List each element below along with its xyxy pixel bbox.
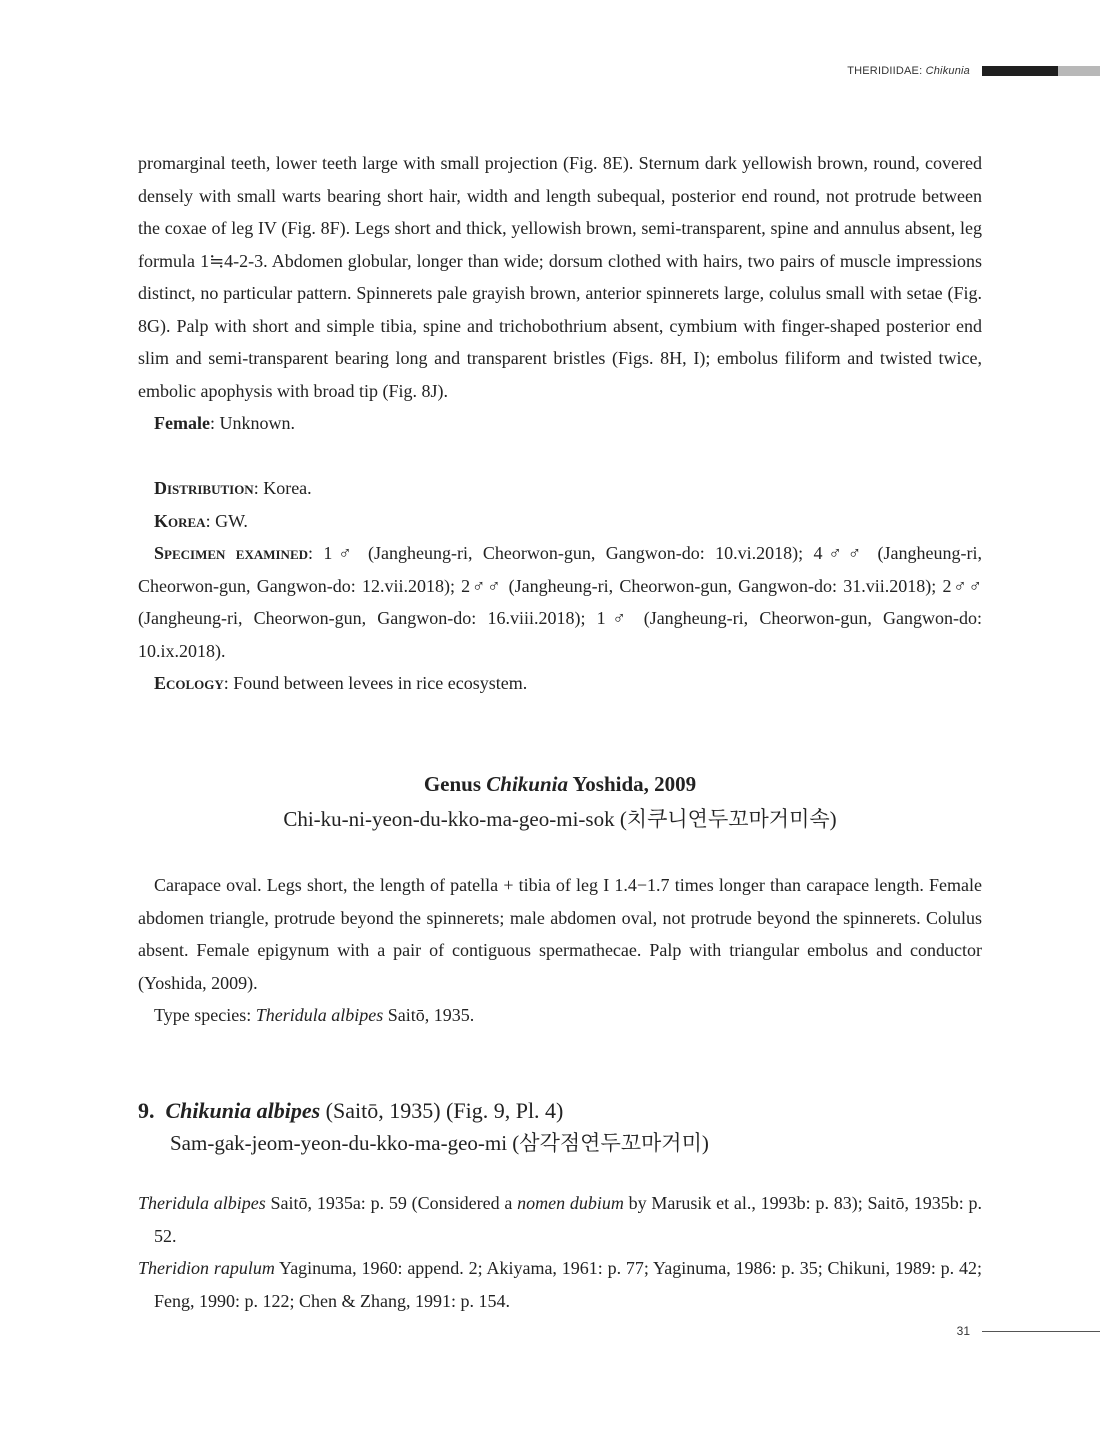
specimen-text: : 1♂ (Jangheung-ri, Cheorwon-gun, Gangwon-do: 10.vi.2018); 4♂♂ (Jangheung-ri, Cheorwon-gun, Gangwon-do: 12.vii.2018); 2♂♂ (Jangheung-ri, Cheorwon-gun, Gangwon-do: 31.vii.2018); 2♂♂ (Jangheung-ri, Cheorwon-gun, Gangwon-do: 16.viii.2018); 1♂ (Jangheung-ri, Cheorwon-gun, Gangwon-do: 10.ix.2018). [138, 543, 982, 661]
running-head-bar-gray [1058, 66, 1100, 76]
genus-diagnosis-section [138, 869, 982, 1032]
running-head-genus: Chikunia [925, 65, 970, 77]
synonym-emphasis: nomen dubium [517, 1193, 624, 1213]
type-label: Type species: [154, 1005, 256, 1025]
female-text: : Unknown. [209, 413, 295, 433]
ecology-text: : Found between levees in rice ecosystem. [223, 673, 528, 693]
type-author: Saitō, 1935. [383, 1005, 475, 1025]
type-species-line [138, 999, 982, 1032]
type-name: Theridula albipes [255, 1005, 384, 1025]
synonymy-section [138, 1187, 982, 1317]
ecology-line [138, 667, 982, 700]
genus-name: Chikunia [486, 772, 568, 796]
distribution-label: Distribution [154, 478, 254, 498]
female-label: Female [154, 413, 210, 433]
specimen-line [138, 537, 982, 667]
synonym-text: Yaginuma, 1960: append. 2; Akiyama, 1961: p. 77; Yaginuma, 1986: p. 35; Chikuni, 1989: p. 42; Feng, 1990: p. 122; Chen & Zhang, 1991: p. 154. [154, 1258, 983, 1311]
synonym-text: Saitō, 1935a: p. 59 (Considered a [265, 1193, 518, 1213]
genus-korean-name: Chi-ku-ni-yeon-du-kko-ma-geo-mi-sok (치쿠니연두꼬마거미속) [283, 807, 837, 831]
footer-rule [982, 1331, 1100, 1332]
genus-title [138, 768, 982, 800]
species-number: 9. [138, 1098, 155, 1123]
korea-text: : GW. [205, 510, 248, 531]
description-section [138, 147, 982, 440]
genus-diagnosis: Carapace oval. Legs short, the length of patella + tibia of leg I 1.4−1.7 times longer than carapace length. Female abdomen triangle, protrude beyond the spinnerets; male abdomen oval, not protrude beyond the spinnerets. Colulus absent. Female epigynum with a pair of contiguous spermathecae. Palp with triangular embolus and conductor (Yoshida, 2009). [138, 875, 982, 993]
records-section [138, 472, 982, 700]
distribution-text: : Korea. [253, 478, 312, 498]
synonym-entry [138, 1187, 982, 1252]
specimen-label: Specimen examined [154, 543, 309, 563]
species-author: (Saitō, 1935) (Fig. 9, Pl. 4) [320, 1098, 564, 1123]
genus-author: Yoshida, 2009 [567, 772, 697, 796]
distribution-line [138, 472, 982, 505]
female-line [138, 407, 982, 440]
korea-label: Korea [154, 510, 206, 531]
species-heading [138, 1095, 982, 1159]
running-head-family: THERIDIIDAE: [847, 65, 926, 77]
species-korean-name: Sam-gak-jeom-yeon-du-kko-ma-geo-mi (삼각점연두꼬마거미) [170, 1131, 709, 1155]
species-title [138, 1095, 982, 1127]
description-paragraph: promarginal teeth, lower teeth large with small projection (Fig. 8E). Sternum dark yellowish brown, round, covered densely with small warts bearing short hair, width and length subequal, posterior end round, not protrude between the coxae of leg IV (Fig. 8F). Legs short and thick, yellowish brown, semi-transparent, spine and annulus absent, leg formula 1≒4-2-3. Abdomen globular, longer than wide; dorsum clothed with hairs, two pairs of muscle impressions distinct, no particular pattern. Spinnerets pale grayish brown, anterior spinnerets large, colulus small with setae (Fig. 8G). Palp with short and simple tibia, spine and trichobothrium absent, cymbium with finger-shaped posterior end slim and semi-transparent bearing long and transparent bristles (Figs. 8H, I); embolus filiform and twisted twice, embolic apophysis with broad tip (Fig. 8J). [138, 153, 982, 401]
genus-prefix: Genus [423, 772, 487, 796]
species-name: Chikunia albipes [165, 1098, 321, 1123]
running-head-text [847, 65, 970, 77]
synonym-name: Theridula albipes [138, 1193, 266, 1213]
page-footer [957, 1324, 1100, 1338]
synonym-entry [138, 1252, 982, 1317]
genus-heading [138, 768, 982, 838]
running-head-bar-dark [982, 66, 1058, 76]
page-number: 31 [956, 1324, 970, 1338]
synonym-text-continued: by Marusik et al., 1993b: p. 83); Saitō, 1935b: p. 52. [154, 1193, 982, 1246]
korea-line [138, 505, 982, 538]
synonym-name: Theridion rapulum [138, 1258, 275, 1278]
running-head [847, 64, 1100, 78]
ecology-label: Ecology [154, 673, 224, 693]
